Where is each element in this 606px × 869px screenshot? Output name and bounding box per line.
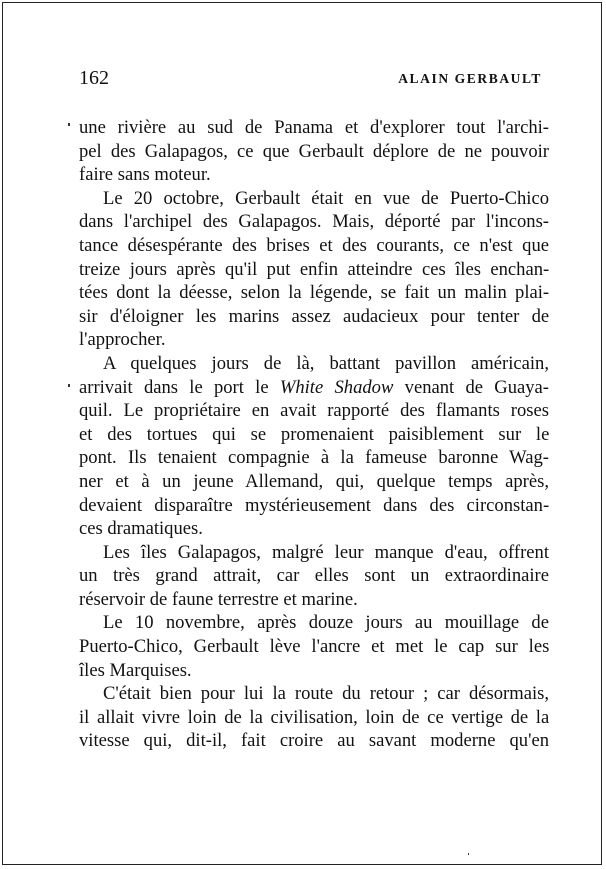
text-line	[79, 376, 549, 400]
text-line: il allait vivre loin de la civilisation, loin de ce vertige de la	[79, 706, 550, 728]
text-line: pel des Galapagos, ce que Gerbault déplore de ne pouvoir	[79, 140, 549, 162]
text-line: une rivière au sud de Panama et d'explorer tout l'archi-	[79, 117, 549, 138]
scan-speck	[468, 853, 469, 855]
paragraph	[79, 116, 549, 187]
text-line: A quelques jours de là, battant pavillon américain,	[103, 352, 549, 374]
body-text	[79, 116, 549, 753]
text-line: pont. Ils tenaient compagnie à la fameuse baronne Wag-	[79, 447, 549, 469]
paragraph	[79, 682, 549, 753]
paragraph	[79, 541, 549, 612]
text-line: dans l'archipel des Galapagos. Mais, déporté par l'incons-	[79, 211, 549, 233]
text-line: Puerto-Chico, Gerbault lève l'ancre et met le cap sur les	[79, 636, 550, 658]
text-line: quil. Le propriétaire en avait rapporté des flamants roses	[79, 400, 549, 422]
book-page	[2, 2, 602, 865]
text-line: vitesse qui, dit-il, fait croire au savant moderne qu'en	[79, 730, 549, 752]
scan-speck	[68, 384, 70, 387]
text-line: tance désespérante des brises et des courants, ce n'est que	[79, 234, 549, 256]
paragraph	[79, 352, 549, 541]
text-line: ner et à un jeune Allemand, qui, quelque temps après,	[79, 470, 549, 492]
scan-speck	[68, 123, 70, 126]
text-line: devaient disparaître mystérieusement dans des circonstan-	[79, 494, 550, 516]
text-line: treize jours après qu'il put enfin atteindre ces îles enchan-	[79, 258, 550, 280]
text-fragment: venant de Guaya-	[393, 376, 550, 398]
paragraph	[79, 611, 549, 682]
text-line: îles Marquises.	[79, 659, 192, 681]
text-line: réservoir de faune terrestre et marine.	[79, 588, 358, 610]
text-line: Les îles Galapagos, malgré leur manque d'eau, offrent	[103, 541, 549, 563]
paragraph	[79, 187, 549, 352]
text-line: tées dont la déesse, selon la légende, se fait un malin plai-	[79, 282, 550, 304]
text-line: faire sans moteur.	[79, 164, 211, 186]
text-line: Le 10 novembre, après douze jours au mouillage de	[103, 612, 549, 634]
page-number: 162	[79, 67, 109, 89]
text-line: et des tortues qui se promenaient paisiblement sur le	[79, 423, 550, 445]
ship-name: White Shadow	[279, 376, 394, 398]
text-line: C'était bien pour lui la route du retour ; car désormais,	[103, 683, 549, 705]
text-line: sir d'éloigner les marins assez audacieux pour tenter de	[79, 305, 550, 327]
text-line: un très grand attrait, car elles sont un extraordinaire	[79, 565, 549, 587]
page-header	[79, 67, 542, 91]
text-line: ces dramatiques.	[79, 518, 203, 540]
text-line: Le 20 octobre, Gerbault était en vue de Puerto-Chico	[103, 187, 549, 209]
text-line: l'approcher.	[79, 329, 166, 351]
running-head: ALAIN GERBAULT	[398, 71, 542, 86]
text-fragment: arrivait dans le port le	[79, 376, 280, 398]
